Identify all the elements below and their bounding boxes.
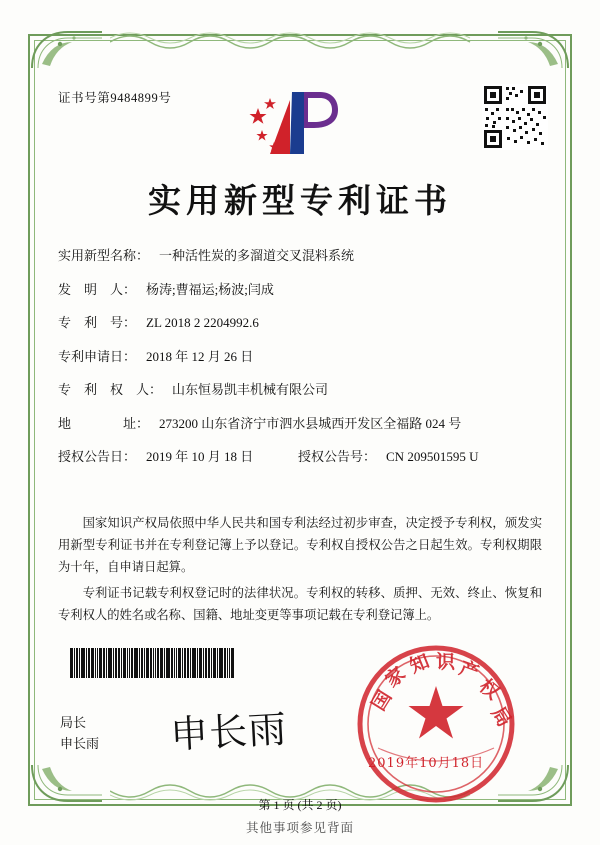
field-label: 实用新型名称： [58, 248, 150, 263]
field-value: 山东恒易凯丰机械有限公司 [172, 382, 329, 397]
certificate-number: 证书号第9484899号 [58, 91, 172, 105]
field-label: 专利申请日： [58, 348, 137, 364]
field-row-utility-model-name [58, 245, 544, 264]
field-value: 杨涛;曹福运;杨波;闫成 [146, 281, 274, 297]
legal-text [58, 512, 542, 630]
field-row-inventor [58, 279, 544, 298]
paragraph-1: 国家知识产权局依照中华人民共和国专利法经过初步审查，决定授予专利权，颁发实用新型专利证书并在专利登记簿上予以登记。专利权自授权公告之日起生效。专利权期限为十年，自申请日起算。 [58, 516, 542, 574]
field-row-address [58, 413, 544, 432]
border-ornament-top [110, 28, 490, 54]
field-row-application-date [58, 346, 544, 365]
official-seal-icon [352, 640, 520, 808]
page-title: 实用新型专利证书 [148, 181, 452, 220]
seal-date: 2019年10月18日 [368, 756, 485, 771]
field-value: ZL 2018 2 2204992.6 [146, 315, 259, 330]
field-value: 273200 山东省济宁市泗水县城西开发区全福路 024 号 [159, 415, 462, 431]
field-row-grant-announcement [58, 446, 544, 465]
svg-text:产: 产 [456, 657, 482, 685]
field-label: 专 利 号： [58, 315, 137, 330]
field-value: 2019 年 10 月 18 日 [146, 449, 254, 464]
field-label: 地 址： [58, 415, 150, 431]
field-label: 专 利 权 人： [58, 382, 163, 397]
patent-office-logo-icon [246, 86, 354, 160]
signature-title-line1: 局长 [60, 715, 87, 730]
svg-text:局: 局 [486, 702, 516, 731]
qr-code-icon [482, 84, 548, 150]
barcode [70, 648, 260, 678]
field-value: CN 209501595 U [386, 449, 479, 464]
signature-title [60, 712, 99, 754]
svg-text:国: 国 [367, 686, 397, 715]
handwritten-signature: 申长雨 [169, 706, 289, 757]
field-label: 授权公告日： [58, 449, 137, 464]
svg-text:家: 家 [381, 662, 410, 692]
page-number: 第 1 页 (共 2 页) [258, 798, 342, 812]
field-list [58, 245, 544, 480]
field-label: 发 明 人： [58, 281, 137, 297]
field-row-patentee [58, 379, 544, 398]
bottom-note: 其他事项参见背面 [245, 821, 354, 835]
field-value: 一种活性炭的多溜道交叉混料系统 [159, 248, 355, 263]
svg-text:权: 权 [474, 674, 504, 705]
svg-text:识: 识 [436, 651, 456, 673]
paragraph-2: 专利证书记载专利权登记时的法律状况。专利权的转移、质押、无效、终止、恢复和专利权人的姓名或名称、国籍、地址变更等事项记载在专利登记簿上。 [58, 586, 542, 622]
field-label: 授权公告号： [298, 449, 377, 464]
grant-number-group [298, 446, 478, 465]
signature-title-line2: 申长雨 [60, 736, 100, 751]
svg-text:知: 知 [406, 650, 433, 678]
field-value: 2018 年 12 月 26 日 [146, 348, 254, 364]
field-row-patent-number [58, 312, 544, 331]
grant-date-group [58, 446, 298, 465]
